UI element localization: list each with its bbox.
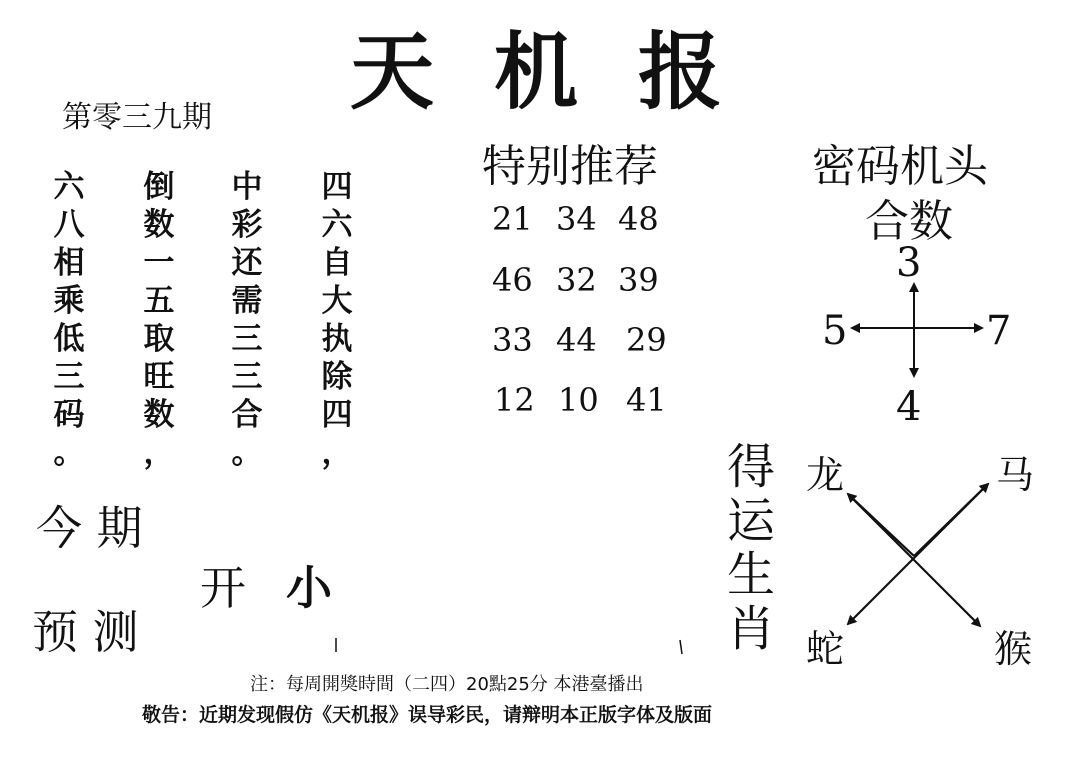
special-number: 39 — [618, 261, 659, 299]
compass-bottom: 4 — [896, 384, 922, 430]
special-number: 12 — [494, 381, 535, 419]
special-number: 46 — [492, 261, 533, 299]
special-number: 21 — [492, 200, 533, 238]
compass-right: 7 — [986, 308, 1012, 354]
special-number: 33 — [492, 321, 533, 359]
zodiac-dragon: 龙 — [806, 453, 845, 497]
special-number: 41 — [626, 381, 667, 419]
zodiac-monkey: 猴 — [994, 627, 1033, 671]
poem-column-3: 中 彩 还 需 三 三 合 。 — [231, 169, 263, 471]
warning-notice: 敬告：近期发现假仿《天机报》误导彩民，请辩明本正版字体及版面 — [142, 704, 713, 726]
special-number: 10 — [558, 381, 599, 419]
special-number: 44 — [556, 321, 597, 359]
poem-column-1: 六 八 相 乘 低 三 码 。 — [53, 169, 85, 471]
lucky-zodiac-label: 得 运 生 肖 — [726, 439, 775, 657]
zodiac-horse: 马 — [996, 453, 1035, 497]
compass-top: 3 — [896, 240, 922, 286]
zodiac-snake: 蛇 — [806, 627, 845, 671]
password-heading: 密码机头 — [812, 141, 988, 192]
special-heading: 特别推荐 — [482, 141, 658, 192]
zodiac-cross-arrow-2 — [848, 484, 988, 624]
zodiac-cross-arrow-1 — [848, 494, 980, 626]
forecast-result: 小 — [286, 561, 332, 615]
special-number: 32 — [556, 261, 597, 299]
issue-number: 第零三九期 — [62, 100, 212, 135]
page-title: 天机报 — [350, 23, 783, 121]
special-number: 29 — [626, 321, 667, 359]
special-number: 48 — [618, 200, 659, 238]
forecast-label-line2: 预 测 — [32, 605, 139, 659]
poem-column-2: 倒 数 一 五 取 旺 数 ， — [143, 169, 175, 471]
broadcast-note: 注：每周開獎時間（二四）20點25分 本港臺播出 — [250, 674, 644, 695]
password-subheading: 合数 — [865, 196, 953, 247]
special-number: 34 — [556, 200, 597, 238]
compass-left: 5 — [822, 308, 848, 354]
poem-column-4: 四 六 自 大 执 除 四 ， — [321, 169, 353, 471]
forecast-label-line1: 今 期 — [36, 501, 143, 555]
forecast-open: 开 — [200, 561, 246, 615]
